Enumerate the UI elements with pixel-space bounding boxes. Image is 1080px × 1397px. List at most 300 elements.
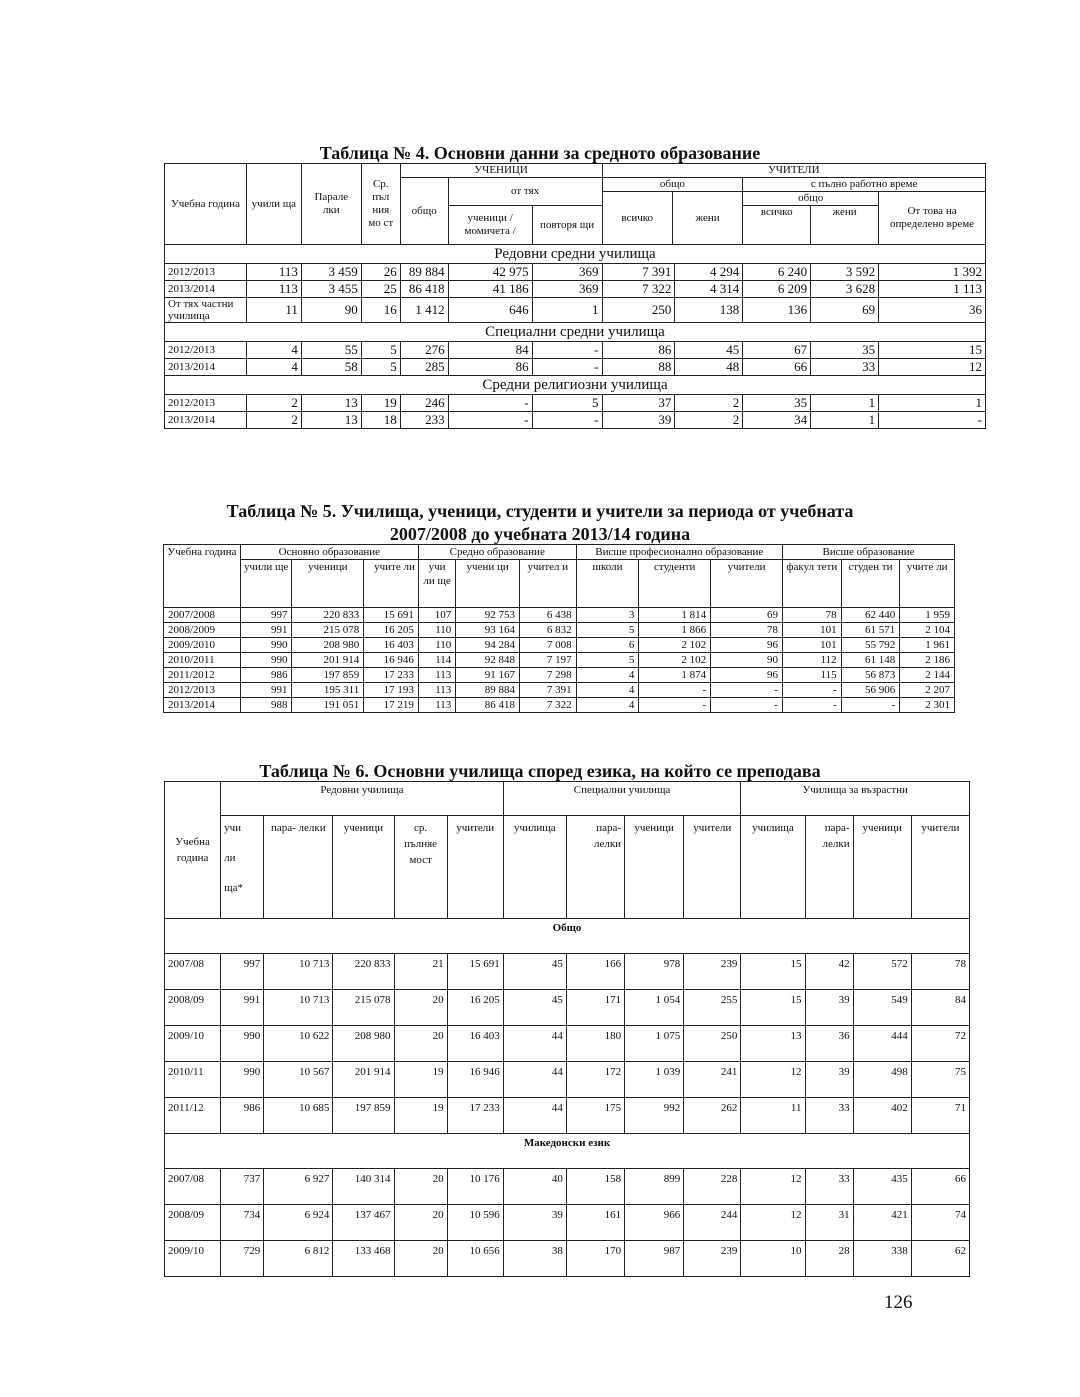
t6-header-sp-classes: пара- лелки	[566, 816, 624, 919]
t5-header-secondary: Средно образование	[418, 545, 576, 560]
table-cell: 1	[532, 298, 602, 323]
table-cell: 31	[805, 1205, 853, 1241]
table5-title-line1: Таблица № 5. Училища, ученици, студенти и учители за периода от учебната	[226, 501, 854, 521]
table-cell: 71	[911, 1098, 969, 1134]
table-cell: 4	[246, 359, 301, 376]
table-cell: 15 691	[364, 608, 419, 623]
t5-header-s-students: учени ци	[456, 560, 520, 608]
header-t-full-women: жени	[811, 206, 879, 245]
table-cell: 41 186	[448, 281, 532, 298]
table-row	[164, 698, 955, 713]
table-cell: 201 914	[333, 1062, 394, 1098]
t5-header-hp-students: студенти	[639, 560, 711, 608]
table-cell: 444	[853, 1026, 911, 1062]
table-cell: 7 008	[520, 638, 577, 653]
row-year-cell: 2013/2014	[165, 412, 247, 429]
table-cell: 2	[246, 395, 301, 412]
t5-header-year: Учебна година	[164, 545, 241, 608]
row-year-cell: 2012/2013	[165, 342, 247, 359]
table-cell: 1	[811, 395, 879, 412]
t6-header-r-teachers: учители	[447, 816, 503, 919]
table-cell: 56 873	[841, 668, 900, 683]
table-cell: 10 713	[264, 954, 333, 990]
table-cell: 12	[741, 1062, 805, 1098]
table-cell: 5	[576, 623, 639, 638]
table-cell: 239	[684, 954, 741, 990]
table-cell: 10 176	[447, 1169, 503, 1205]
table-cell: 6 927	[264, 1169, 333, 1205]
table-cell: 3 455	[301, 281, 361, 298]
table-cell: -	[879, 412, 986, 429]
table-cell: 1 075	[625, 1026, 684, 1062]
table-cell: 92 848	[456, 653, 520, 668]
table-cell: 39	[503, 1205, 566, 1241]
table-cell: 4	[246, 342, 301, 359]
section-row	[165, 919, 970, 954]
table-cell: 6 240	[743, 264, 811, 281]
table-cell: 20	[394, 990, 447, 1026]
table-cell: 2 144	[900, 668, 955, 683]
t6-header-a-schools: училища	[741, 816, 805, 919]
table-cell: 35	[743, 395, 811, 412]
table-cell: 978	[625, 954, 684, 990]
table-cell: 20	[394, 1205, 447, 1241]
t6-header-r-classes: пара- лелки	[264, 816, 333, 919]
table-cell: 13	[301, 412, 361, 429]
table-cell: 16 946	[364, 653, 419, 668]
t6-header-a-classes: пара- лелки	[805, 816, 853, 919]
section-label: Средни религиозни училища	[165, 376, 986, 395]
table-cell: 112	[782, 653, 841, 668]
table-cell: 15 691	[447, 954, 503, 990]
t6-header-r-students: ученици	[333, 816, 394, 919]
table-cell: 1 392	[879, 264, 986, 281]
table-cell: 48	[675, 359, 743, 376]
table-cell: 220 833	[333, 954, 394, 990]
table-row	[165, 298, 986, 323]
t5-header-s-schools: учи ли ще	[418, 560, 455, 608]
table-cell: 74	[911, 1205, 969, 1241]
row-year-cell: 2009/10	[165, 1241, 221, 1277]
page-number: 126	[884, 1292, 913, 1313]
table-row	[165, 412, 986, 429]
t6-header-r-avg: ср. пълняе мост	[394, 816, 447, 919]
table-cell: 220 833	[292, 608, 364, 623]
table-cell: 7 322	[520, 698, 577, 713]
table-cell: 986	[240, 668, 292, 683]
table-cell: 13	[301, 395, 361, 412]
t5-header-h-students: студен ти	[841, 560, 900, 608]
table-cell: 93 164	[456, 623, 520, 638]
row-year-cell: 2012/2013	[165, 264, 247, 281]
row-year-cell: 2007/2008	[164, 608, 241, 623]
table-cell: 107	[418, 608, 455, 623]
table-cell: 89 884	[400, 264, 448, 281]
t6-header-special: Специални училища	[503, 782, 741, 816]
table-cell: 991	[221, 990, 264, 1026]
table-cell: 11	[246, 298, 301, 323]
table-cell: 2	[675, 412, 743, 429]
table-cell: 16 205	[364, 623, 419, 638]
table-row	[165, 1098, 970, 1134]
t5-header-hp-schools: школи	[576, 560, 639, 608]
t6-header-a-teachers: учители	[911, 816, 969, 919]
table-cell: 84	[448, 342, 532, 359]
table-cell: 208 980	[333, 1026, 394, 1062]
table-cell: 16 403	[364, 638, 419, 653]
t5-header-primary: Основно образование	[240, 545, 418, 560]
table-row	[165, 395, 986, 412]
table-cell: 5	[532, 395, 602, 412]
t6-header-r-schools-2: ли	[224, 852, 236, 864]
header-teachers: УЧИТЕЛИ	[602, 164, 986, 178]
table-cell: 36	[879, 298, 986, 323]
table-cell: 5	[576, 653, 639, 668]
table-cell: 250	[602, 298, 675, 323]
table-cell: 39	[805, 990, 853, 1026]
table-cell: 42 975	[448, 264, 532, 281]
table-row	[164, 668, 955, 683]
table-cell: 89 884	[456, 683, 520, 698]
table-cell: 16 205	[447, 990, 503, 1026]
table4-body	[165, 245, 986, 429]
table-cell: 16 946	[447, 1062, 503, 1098]
table4-title: Таблица № 4. Основни данни за средното образование	[319, 143, 761, 163]
table-cell: 986	[221, 1098, 264, 1134]
table-cell: -	[448, 412, 532, 429]
table-cell: 2 186	[900, 653, 955, 668]
t6-header-r-schools	[221, 816, 264, 919]
table-cell: 62 440	[841, 608, 900, 623]
table-cell: 10 656	[447, 1241, 503, 1277]
table-cell: 62	[911, 1241, 969, 1277]
row-year-cell: От тях частни училища	[165, 298, 247, 323]
header-repeat: повторя щи	[532, 206, 602, 245]
table-cell: 7 298	[520, 668, 577, 683]
table5-title-line2: 2007/2008 до учебната 2013/14 година	[389, 524, 691, 544]
table-cell: 171	[566, 990, 624, 1026]
table-cell: 4	[576, 698, 639, 713]
table-row	[165, 954, 970, 990]
t6-header-r-schools-1: учи	[224, 822, 242, 834]
table-cell: 161	[566, 1205, 624, 1241]
table-cell: 58	[301, 359, 361, 376]
table-row	[164, 653, 955, 668]
header-students-total: общо	[400, 178, 448, 245]
table-cell: 17 233	[364, 668, 419, 683]
t6-header-sp-students: ученици	[625, 816, 684, 919]
t6-header-r-schools-3: ща*	[224, 882, 243, 894]
table-cell: 137 467	[333, 1205, 394, 1241]
table-cell: 966	[625, 1205, 684, 1241]
t5-header-higher: Висше образование	[782, 545, 954, 560]
table-cell: 2	[246, 412, 301, 429]
table-cell: 138	[675, 298, 743, 323]
table-cell: 2 207	[900, 683, 955, 698]
table-cell: 990	[221, 1026, 264, 1062]
t5-header-hp-teachers: учители	[711, 560, 783, 608]
table5	[163, 544, 955, 713]
table-cell: 988	[240, 698, 292, 713]
table-cell: 997	[221, 954, 264, 990]
table-cell: 115	[782, 668, 841, 683]
table-cell: 75	[911, 1062, 969, 1098]
t6-header-sp-schools: училища	[503, 816, 566, 919]
table-cell: 113	[246, 264, 301, 281]
header-teachers-total: общо	[602, 178, 743, 192]
t5-header-higher-prof: Висше професионално образование	[576, 545, 782, 560]
table-cell: 45	[503, 954, 566, 990]
table-cell: 34	[743, 412, 811, 429]
section-row	[165, 376, 986, 395]
table-cell: 42	[805, 954, 853, 990]
table-cell: -	[532, 359, 602, 376]
table-cell: 61 571	[841, 623, 900, 638]
table-cell: 55	[301, 342, 361, 359]
table-cell: 338	[853, 1241, 911, 1277]
table-cell: 1 959	[900, 608, 955, 623]
table-cell: 16	[361, 298, 400, 323]
table-cell: 20	[394, 1026, 447, 1062]
table-cell: 233	[400, 412, 448, 429]
section-row	[165, 1134, 970, 1169]
table-row	[165, 342, 986, 359]
table-cell: -	[782, 683, 841, 698]
table-cell: 91 167	[456, 668, 520, 683]
table-cell: 369	[532, 264, 602, 281]
table-cell: 166	[566, 954, 624, 990]
table-cell: 241	[684, 1062, 741, 1098]
table-cell: 39	[805, 1062, 853, 1098]
table-cell: 44	[503, 1098, 566, 1134]
table-cell: 33	[805, 1169, 853, 1205]
table-cell: 421	[853, 1205, 911, 1241]
table-cell: 16 403	[447, 1026, 503, 1062]
table-cell: 191 051	[292, 698, 364, 713]
row-year-cell: 2008/09	[165, 990, 221, 1026]
table-cell: 86	[448, 359, 532, 376]
t5-header-p-schools: учили ще	[240, 560, 292, 608]
header-girls: ученици /момичета /	[448, 206, 532, 245]
table-cell: 2 102	[639, 653, 711, 668]
table-cell: 3 592	[811, 264, 879, 281]
header-classes: Парале лки	[301, 164, 361, 245]
table-cell: 1 814	[639, 608, 711, 623]
table-cell: 6	[576, 638, 639, 653]
table-cell: 66	[743, 359, 811, 376]
table-row	[165, 1062, 970, 1098]
table-cell: 13	[741, 1026, 805, 1062]
table-cell: 78	[711, 623, 783, 638]
t5-header-h-teachers: учите ли	[900, 560, 955, 608]
table-row	[165, 264, 986, 281]
table-cell: 88	[602, 359, 675, 376]
table-cell: 86 418	[456, 698, 520, 713]
table-cell: 113	[418, 698, 455, 713]
table-cell: 498	[853, 1062, 911, 1098]
table-cell: 84	[911, 990, 969, 1026]
table-cell: 990	[240, 653, 292, 668]
row-year-cell: 2007/08	[165, 954, 221, 990]
row-year-cell: 2013/2014	[164, 698, 241, 713]
table-cell: 170	[566, 1241, 624, 1277]
table-cell: -	[448, 395, 532, 412]
t6-header-year: Учебна година	[165, 782, 221, 919]
table-cell: 18	[361, 412, 400, 429]
header-students: УЧЕНИЦИ	[400, 164, 602, 178]
section-label: Редовни средни училища	[165, 245, 986, 264]
table-cell: 17 193	[364, 683, 419, 698]
table-cell: 285	[400, 359, 448, 376]
row-year-cell: 2008/2009	[164, 623, 241, 638]
header-teachers-full-time: с пълно работно време	[743, 178, 986, 192]
table4	[164, 163, 986, 429]
table-cell: 94 284	[456, 638, 520, 653]
table-cell: 110	[418, 638, 455, 653]
t5-header-p-teachers: учите ли	[364, 560, 419, 608]
table-row	[165, 1169, 970, 1205]
table-cell: 215 078	[292, 623, 364, 638]
table-cell: 246	[400, 395, 448, 412]
section-label: Македонски език	[165, 1134, 970, 1169]
table-cell: 6 438	[520, 608, 577, 623]
table-cell: 20	[394, 1169, 447, 1205]
table-row	[164, 623, 955, 638]
row-year-cell: 2007/08	[165, 1169, 221, 1205]
table-cell: 114	[418, 653, 455, 668]
table-cell: 239	[684, 1241, 741, 1277]
table-cell: 55 792	[841, 638, 900, 653]
header-schools: учили ща	[246, 164, 301, 245]
table-cell: 244	[684, 1205, 741, 1241]
table-cell: 195 311	[292, 683, 364, 698]
table-cell: 10 567	[264, 1062, 333, 1098]
table-row	[165, 990, 970, 1026]
table-cell: 140 314	[333, 1169, 394, 1205]
table-cell: 136	[743, 298, 811, 323]
table-cell: 113	[418, 683, 455, 698]
table-cell: 67	[743, 342, 811, 359]
table-cell: 72	[911, 1026, 969, 1062]
table-cell: 10 713	[264, 990, 333, 1026]
table-cell: 1 412	[400, 298, 448, 323]
table-cell: 6 812	[264, 1241, 333, 1277]
table-cell: 19	[394, 1062, 447, 1098]
table-row	[165, 1241, 970, 1277]
table-cell: 28	[805, 1241, 853, 1277]
table-cell: 572	[853, 954, 911, 990]
row-year-cell: 2009/2010	[164, 638, 241, 653]
table-cell: 26	[361, 264, 400, 281]
header-t-full-all: всичко	[743, 206, 811, 245]
section-label: Общо	[165, 919, 970, 954]
table-cell: 86	[602, 342, 675, 359]
row-year-cell: 2011/12	[165, 1098, 221, 1134]
table-cell: 250	[684, 1026, 741, 1062]
table-row	[165, 359, 986, 376]
table-cell: 215 078	[333, 990, 394, 1026]
table-cell: 96	[711, 668, 783, 683]
table-cell: 37	[602, 395, 675, 412]
table-cell: 10 622	[264, 1026, 333, 1062]
table-cell: 113	[418, 668, 455, 683]
table-row	[165, 1026, 970, 1062]
header-year: Учебна година	[165, 164, 247, 245]
table-cell: 78	[911, 954, 969, 990]
header-t-women: жени	[695, 211, 720, 224]
table-cell: 1 961	[900, 638, 955, 653]
row-year-cell: 2010/2011	[164, 653, 241, 668]
table-cell: 69	[811, 298, 879, 323]
table-cell: 3	[576, 608, 639, 623]
table-cell: 369	[532, 281, 602, 298]
table-cell: 25	[361, 281, 400, 298]
table-cell: 729	[221, 1241, 264, 1277]
table-cell: 10 685	[264, 1098, 333, 1134]
header-t-full-total: общо	[743, 192, 879, 206]
table-cell: 5	[361, 359, 400, 376]
table-cell: 12	[879, 359, 986, 376]
table-cell: 3 459	[301, 264, 361, 281]
table-cell: -	[782, 698, 841, 713]
table-cell: 2 102	[639, 638, 711, 653]
table-cell: 45	[503, 990, 566, 1026]
table-cell: 20	[394, 1241, 447, 1277]
table-cell: 549	[853, 990, 911, 1026]
header-avg-fill: Ср. пъл ния мо ст	[361, 164, 400, 245]
table-cell: -	[639, 698, 711, 713]
table-cell: 1	[811, 412, 879, 429]
table-row	[164, 683, 955, 698]
table-cell: 2 301	[900, 698, 955, 713]
table-cell: 7 391	[602, 264, 675, 281]
table-cell: 36	[805, 1026, 853, 1062]
table-cell: 228	[684, 1169, 741, 1205]
table-cell: 40	[503, 1169, 566, 1205]
table-cell: 6 832	[520, 623, 577, 638]
table-cell: 12	[741, 1169, 805, 1205]
row-year-cell: 2008/09	[165, 1205, 221, 1241]
table-row	[164, 638, 955, 653]
table-row	[165, 1205, 970, 1241]
table-cell: 737	[221, 1169, 264, 1205]
table-cell: 66	[911, 1169, 969, 1205]
table-cell: 991	[240, 683, 292, 698]
table5-body	[164, 608, 955, 713]
table-cell: 992	[625, 1098, 684, 1134]
row-year-cell: 2012/2013	[164, 683, 241, 698]
table-cell: 899	[625, 1169, 684, 1205]
table-cell: 7 322	[602, 281, 675, 298]
table-cell: 6 209	[743, 281, 811, 298]
table-cell: -	[532, 412, 602, 429]
t6-header-sp-teachers: учители	[684, 816, 741, 919]
table-row	[165, 281, 986, 298]
table-cell: 17 233	[447, 1098, 503, 1134]
header-teachers-total-cells	[602, 192, 743, 245]
header-of-them: от тях	[448, 178, 602, 206]
table-cell: 175	[566, 1098, 624, 1134]
row-year-cell: 2013/2014	[165, 359, 247, 376]
table-cell: 1 039	[625, 1062, 684, 1098]
row-year-cell: 2010/11	[165, 1062, 221, 1098]
table-cell: 4 294	[675, 264, 743, 281]
table-cell: 33	[805, 1098, 853, 1134]
table6	[164, 781, 970, 1277]
t6-header-adult: Училища за възрастни	[741, 782, 970, 816]
table-cell: 1	[879, 395, 986, 412]
row-year-cell: 2012/2013	[165, 395, 247, 412]
